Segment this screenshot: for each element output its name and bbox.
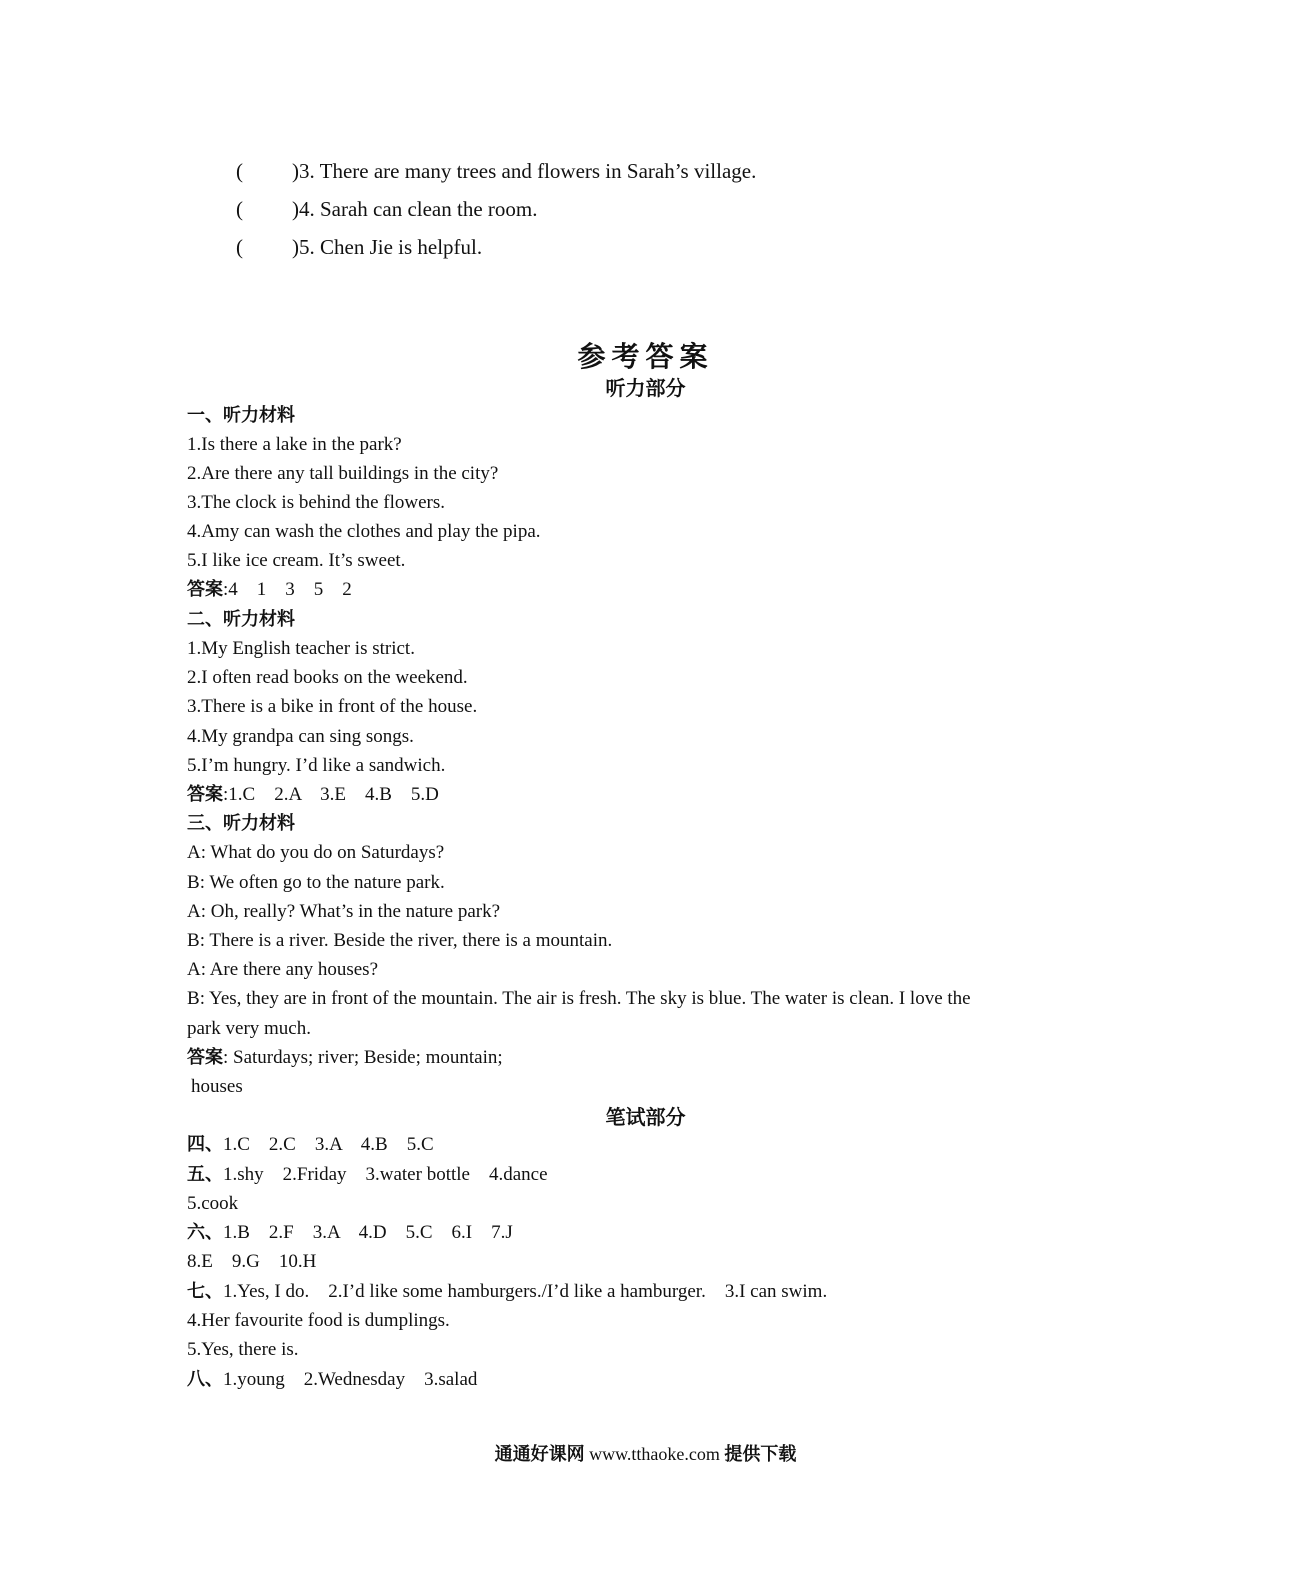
dialogue-line-3	[187, 900, 500, 924]
section2-line-4: 4.My grandpa can sing songs.	[187, 726, 414, 747]
written-label: 四、	[187, 1134, 223, 1155]
dialogue-line-6	[187, 987, 971, 1011]
written-section-title: 笔试部分	[605, 1105, 686, 1129]
speaker: B	[187, 872, 200, 893]
answer-label: 答案	[187, 1047, 223, 1068]
written-line-5-cont	[187, 1192, 238, 1216]
section1-line-5: 5.I like ice cream. It’s sweet.	[187, 550, 406, 571]
dialogue-text: : Oh, really? What’s in the nature park?	[200, 901, 501, 922]
section2-line-2: 2.I often read books on the weekend.	[187, 667, 468, 688]
written-line-4	[187, 1133, 434, 1157]
written-answer: 1.B 2.F 3.A 4.D 5.C 6.I 7.J	[223, 1222, 513, 1243]
footer	[0, 1440, 1291, 1466]
section2-line-3: 3.There is a bike in front of the house.	[187, 696, 478, 717]
section2-answer	[187, 783, 439, 807]
section3-heading: 三、听力材料	[187, 813, 295, 834]
written-label: 七、	[187, 1281, 223, 1302]
speaker: B	[187, 930, 200, 951]
footer-url[interactable]: www.tthaoke.com	[584, 1444, 725, 1464]
written-answer: 1.shy 2.Friday 3.water bottle 4.dance	[223, 1164, 548, 1185]
page-title: 参考答案	[577, 340, 714, 373]
question-text: )4. Sarah can clean the room.	[292, 197, 538, 221]
answer-blank-open: (	[236, 235, 243, 259]
written-line-6-cont	[187, 1250, 316, 1274]
written-line-5	[187, 1163, 548, 1187]
written-label: 六、	[187, 1222, 223, 1243]
answer-label: 答案	[187, 784, 223, 805]
dialogue-line-1	[187, 841, 444, 865]
written-label: 五、	[187, 1164, 223, 1185]
question-text: )5. Chen Jie is helpful.	[292, 235, 483, 259]
footer-site-name: 通通好课网	[494, 1444, 585, 1465]
section1-answer	[187, 578, 352, 602]
written-answer: 5.cook	[187, 1193, 239, 1214]
speaker: A	[187, 901, 201, 922]
dialogue-text: : Yes, they are in front of the mountain. The air is fresh. The sky is blue. The water is clean. I love the	[199, 988, 971, 1009]
written-answer: 1.young 2.Wednesday 3.salad	[223, 1369, 478, 1390]
written-line-7-cont-1	[187, 1309, 450, 1333]
dialogue-text: : Are there any houses?	[200, 959, 379, 980]
written-answer: 1.C 2.C 3.A 4.B 5.C	[223, 1134, 434, 1155]
written-label: 八、	[187, 1369, 223, 1390]
speaker: B	[187, 988, 200, 1009]
written-answer: 8.E 9.G 10.H	[187, 1251, 317, 1272]
written-line-6	[187, 1221, 513, 1245]
written-line-7	[187, 1280, 827, 1304]
written-line-7-cont-2	[187, 1338, 299, 1362]
section1-line-4: 4.Amy can wash the clothes and play the pipa.	[187, 521, 541, 542]
footer-download-text: 提供下载	[724, 1444, 797, 1465]
answer-value: :1.C 2.A 3.E 4.B 5.D	[223, 784, 439, 805]
section1-line-2: 2.Are there any tall buildings in the city?	[187, 463, 499, 484]
dialogue-text: : We often go to the nature park.	[199, 872, 445, 893]
answer-value: : Saturdays; river; Beside; mountain;	[223, 1047, 503, 1068]
section1-line-1: 1.Is there a lake in the park?	[187, 434, 402, 455]
section2-line-1: 1.My English teacher is strict.	[187, 638, 415, 659]
answer-label: 答案	[187, 579, 223, 600]
section3-answer-cont: houses	[191, 1076, 243, 1097]
listening-section-title: 听力部分	[605, 376, 686, 400]
answer-blank-open: (	[236, 159, 243, 183]
answer-value: :4 1 3 5 2	[223, 579, 352, 600]
answer-blank-open: (	[236, 197, 243, 221]
speaker: A	[187, 959, 201, 980]
section2-heading: 二、听力材料	[187, 609, 295, 630]
section3-answer	[187, 1046, 503, 1070]
section1-heading: 一、听力材料	[187, 405, 295, 426]
dialogue-text: : What do you do on Saturdays?	[200, 842, 445, 863]
written-line-8	[187, 1368, 477, 1392]
speaker: A	[187, 842, 201, 863]
section2-line-5: 5.I’m hungry. I’d like a sandwich.	[187, 755, 446, 776]
dialogue-line-4	[187, 929, 612, 953]
written-answer: 4.Her favourite food is dumplings.	[187, 1310, 450, 1331]
written-answer: 5.Yes, there is.	[187, 1339, 299, 1360]
dialogue-line-6-cont: park very much.	[187, 1018, 311, 1039]
section1-line-3: 3.The clock is behind the flowers.	[187, 492, 446, 513]
dialogue-line-2	[187, 871, 445, 895]
dialogue-text: : There is a river. Beside the river, there is a mountain.	[199, 930, 613, 951]
written-answer: 1.Yes, I do. 2.I’d like some hamburgers./I’d like a hamburger. 3.I can swim.	[223, 1281, 828, 1302]
dialogue-line-5	[187, 958, 378, 982]
question-text: )3. There are many trees and flowers in Sarah’s village.	[292, 159, 757, 183]
